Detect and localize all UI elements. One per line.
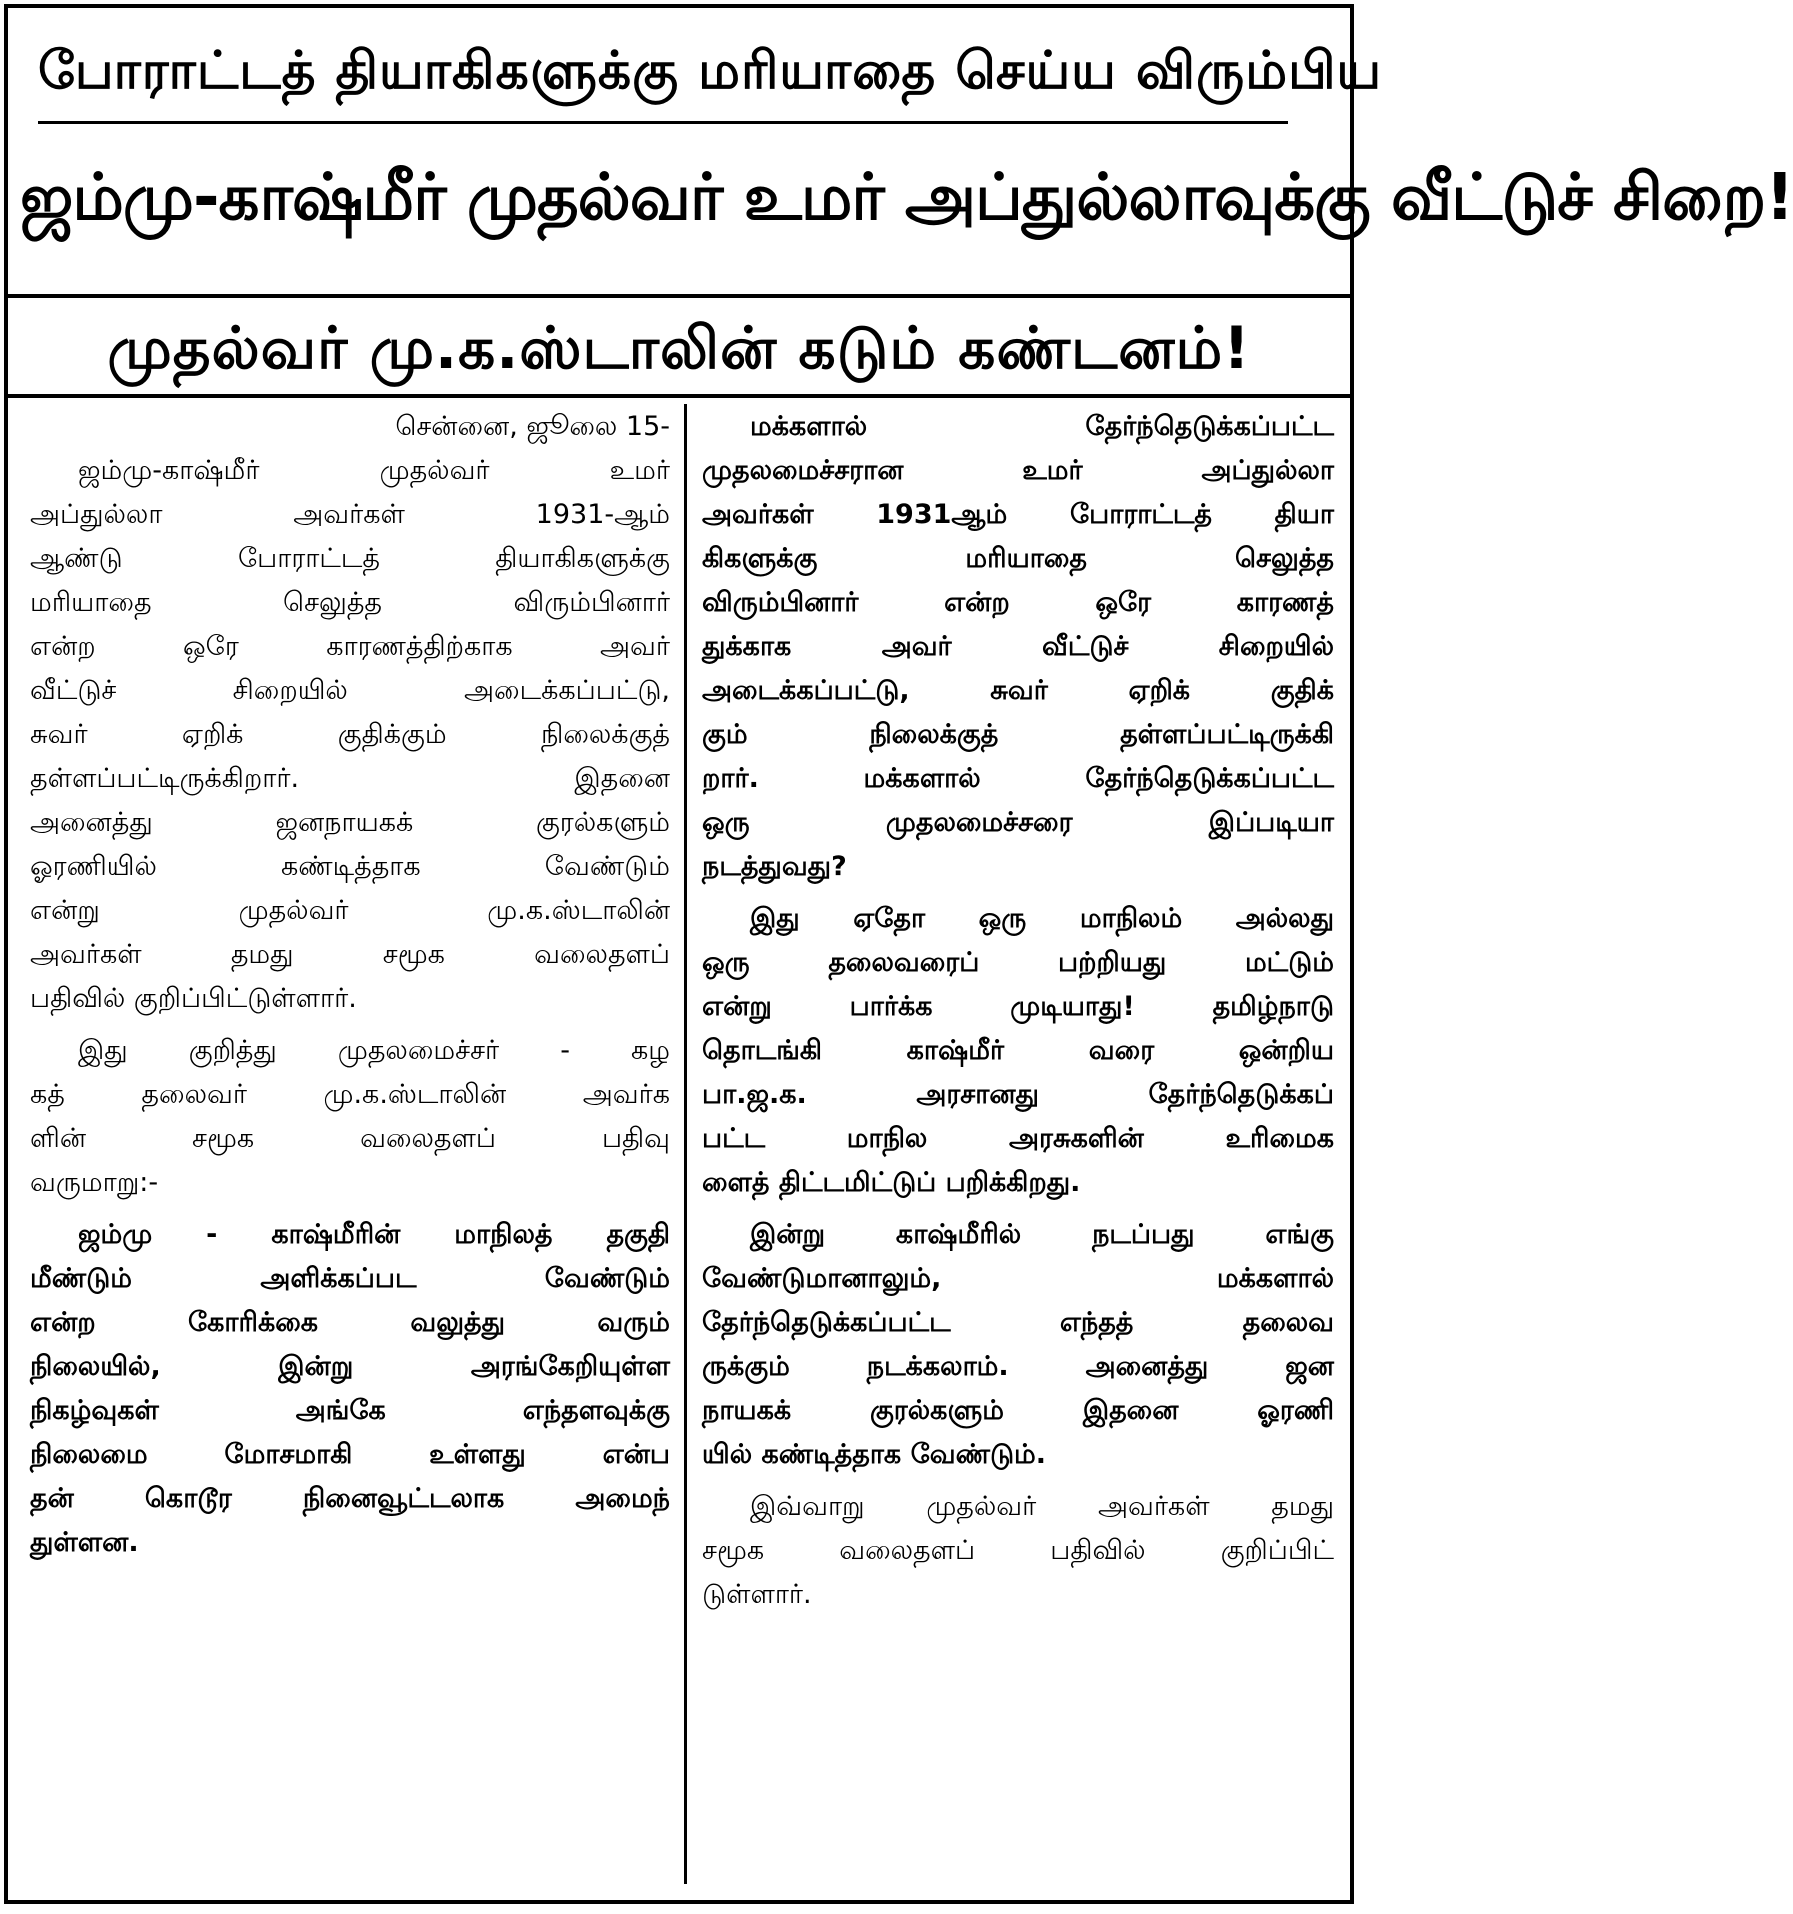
right-column xyxy=(702,405,1334,1617)
left-bold-paragraph xyxy=(30,1213,670,1565)
text-line: பட்ட மாநில அரசுகளின் உரிமைக xyxy=(702,1123,1334,1154)
left-column xyxy=(30,405,670,1565)
text-line: மரியாதை செலுத்த விரும்பினார் xyxy=(30,587,670,618)
left-paragraph-1 xyxy=(30,449,670,1021)
text-line: துள்ளன. xyxy=(30,1527,139,1558)
text-line: நிலைமை மோசமாகி உள்ளது என்ப xyxy=(30,1439,670,1470)
right-paragraph-2 xyxy=(702,897,1334,1205)
text-line: தன் கொடூர நினைவூட்டலாக அமைந் xyxy=(30,1483,670,1514)
text-line: டுள்ளார். xyxy=(702,1579,812,1610)
right-closing-paragraph xyxy=(702,1485,1334,1617)
text-line: முதலமைச்சரான உமர் அப்துல்லா xyxy=(702,455,1334,486)
left-paragraph-2 xyxy=(30,1029,670,1205)
text-line: தள்ளப்பட்டிருக்கிறார். இதனை xyxy=(30,763,670,794)
text-line: துக்காக அவர் வீட்டுச் சிறையில் xyxy=(702,631,1334,662)
text-line: அவர்கள் தமது சமூக வலைதளப் xyxy=(30,939,670,970)
text-line: கும் நிலைக்குத் தள்ளப்பட்டிருக்கி xyxy=(702,719,1334,750)
text-line: ளின் சமூக வலைதளப் பதிவு xyxy=(30,1123,670,1154)
text-line: மீண்டும் அளிக்கப்பட வேண்டும் xyxy=(30,1263,670,1294)
text-line: என்று முதல்வர் மு.க.ஸ்டாலின் xyxy=(30,895,670,926)
text-line: என்ற கோரிக்கை வலுத்து வரும் xyxy=(30,1307,670,1338)
text-line: வேண்டுமானாலும், மக்களால் xyxy=(702,1263,1334,1294)
text-line: யில் கண்டித்தாக வேண்டும். xyxy=(702,1439,1047,1470)
text-line: சமூக வலைதளப் பதிவில் குறிப்பிட் xyxy=(702,1535,1334,1566)
text-line: வருமாறு:- xyxy=(30,1167,159,1198)
text-line: ஒரு தலைவரைப் பற்றியது மட்டும் xyxy=(702,947,1334,978)
text-line: பதிவில் குறிப்பிட்டுள்ளார். xyxy=(30,983,357,1014)
text-line: இவ்வாறு முதல்வர் அவர்கள் தமது xyxy=(750,1491,1334,1522)
subhead: முதல்வர் மு.க.ஸ்டாலின் கடும் கண்டனம்! xyxy=(107,314,1251,382)
headline-title: ஜம்மு-காஷ்மீர் முதல்வர் உமர் அப்துல்லாவுக்கு வீட்டுச் சிறை! xyxy=(20,161,1793,235)
column-divider xyxy=(684,404,687,1884)
text-line: விரும்பினார் என்ற ஒரே காரணத் xyxy=(702,587,1334,618)
text-line: நடத்துவது? xyxy=(702,851,847,882)
text-line: என்று பார்க்க முடியாது! தமிழ்நாடு xyxy=(702,991,1334,1022)
text-line: றார். மக்களால் தேர்ந்தெடுக்கப்பட்ட xyxy=(702,763,1334,794)
kicker-underline xyxy=(38,121,1288,124)
headline-kicker: போராட்டத் தியாகிகளுக்கு மரியாதை செய்ய விரும்பிய xyxy=(38,41,1383,101)
text-line: அவர்கள் 1931ஆம் போராட்டத் தியா xyxy=(702,499,1334,530)
text-line: அப்துல்லா அவர்கள் 1931-ஆம் xyxy=(30,499,670,530)
text-line: ஒரு முதலமைச்சரை இப்படியா xyxy=(702,807,1334,838)
text-line: ஜம்மு - காஷ்மீரின் மாநிலத் தகுதி xyxy=(78,1219,670,1250)
text-line: கிகளுக்கு மரியாதை செலுத்த xyxy=(702,543,1334,574)
text-line: தேர்ந்தெடுக்கப்பட்ட எந்தத் தலைவ xyxy=(702,1307,1334,1338)
text-line: என்ற ஒரே காரணத்திற்காக அவர் xyxy=(30,631,670,662)
right-paragraph-3 xyxy=(702,1213,1334,1477)
text-line: பா.ஜ.க. அரசானது தேர்ந்தெடுக்கப் xyxy=(702,1079,1334,1110)
text-line: மக்களால் தேர்ந்தெடுக்கப்பட்ட xyxy=(750,411,1334,442)
text-line: வீட்டுச் சிறையில் அடைக்கப்பட்டு, xyxy=(30,675,670,706)
text-line: நாயகக் குரல்களும் இதனை ஓரணி xyxy=(702,1395,1334,1426)
text-line: கத் தலைவர் மு.க.ஸ்டாலின் அவர்க xyxy=(30,1079,670,1110)
dateline: சென்னை, ஜூலை 15- xyxy=(395,411,670,442)
text-line: ஓரணியில் கண்டித்தாக வேண்டும் xyxy=(30,851,670,882)
text-line: நிலையில், இன்று அரங்கேறியுள்ள xyxy=(30,1351,670,1382)
text-line: சுவர் ஏறிக் குதிக்கும் நிலைக்குத் xyxy=(30,719,670,750)
text-line: இது ஏதோ ஒரு மாநிலம் அல்லது xyxy=(750,903,1334,934)
right-paragraph-1 xyxy=(702,405,1334,889)
text-line: இது குறித்து முதலமைச்சர் - கழ xyxy=(78,1035,670,1066)
text-line: ஜம்மு-காஷ்மீர் முதல்வர் உமர் xyxy=(78,455,670,486)
text-line: ஆண்டு போராட்டத் தியாகிகளுக்கு xyxy=(30,543,670,574)
text-line: இன்று காஷ்மீரில் நடப்பது எங்கு xyxy=(750,1219,1334,1250)
text-line: நிகழ்வுகள் அங்கே எந்தளவுக்கு xyxy=(30,1395,670,1426)
subhead-box xyxy=(8,298,1350,398)
text-line: அடைக்கப்பட்டு, சுவர் ஏறிக் குதிக் xyxy=(702,675,1334,706)
text-line: ளைத் திட்டமிட்டுப் பறிக்கிறது. xyxy=(702,1167,1081,1198)
text-line: தொடங்கி காஷ்மீர் வரை ஒன்றிய xyxy=(702,1035,1334,1066)
text-line: ருக்கும் நடக்கலாம். அனைத்து ஜன xyxy=(702,1351,1334,1382)
text-line: அனைத்து ஜனநாயகக் குரல்களும் xyxy=(30,807,670,838)
headline-box xyxy=(8,8,1793,298)
